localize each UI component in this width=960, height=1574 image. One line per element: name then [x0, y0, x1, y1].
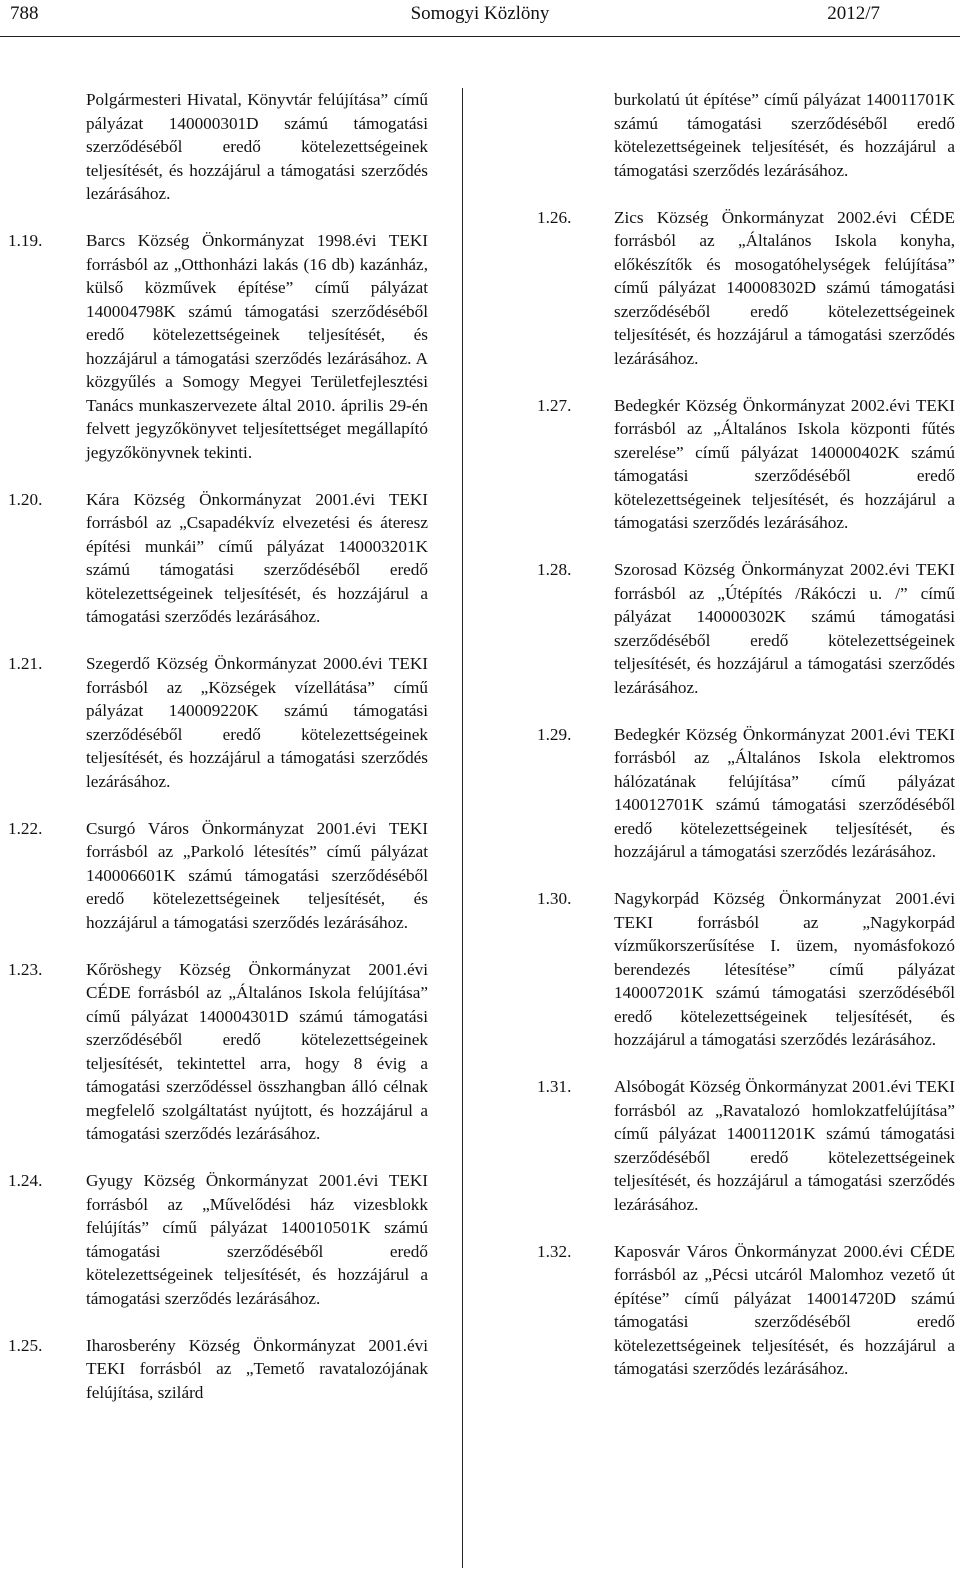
list-item: [537, 1240, 955, 1381]
issue-number: 2012/7: [827, 3, 880, 24]
item-text: Szegerdő Község Önkormányzat 2000.évi TEKI forrásból az „Községek vízellátása” című pályázat 140009220K számú támogatási szerződéséből eredő kötelezettségeinek teljesítését, és hozzájárul a támogatási szerződés lezárásához.: [86, 654, 428, 791]
item-number: 1.31.: [537, 1077, 572, 1096]
item-text: Barcs Község Önkormányzat 1998.évi TEKI forrásból az „Otthonházi lakás (16 db) kazánház, külső közművek építése” című pályázat 140004798K számú támogatási szerződéséből eredő kötelezettségeinek teljesítését, és hozzájárul a támogatási szerződés lezárásához. A közgyűlés a Somogy Megyei Területfejlesztési Tanács munkaszervezete által 2010. április 29-én felvett jegyzőkönyvet teljesítettséget megállapító jegyzőkönyvnek tekinti.: [86, 231, 428, 462]
item-text: Kaposvár Város Önkormányzat 2000.évi CÉDE forrásból az „Pécsi utcáról Malomhoz vezető út építése” című pályázat 140014720D számú támogatási szerződéséből eredő kötelezettségeinek teljesítését, és hozzájárul a támogatási szerződés lezárásához.: [614, 1241, 955, 1378]
item-text: Szorosad Község Önkormányzat 2002.évi TEKI forrásból az „Útépítés /Rákóczi u. /” című pályázat 140000302K számú támogatási szerződéséből eredő kötelezettségeinek teljesítését, és hozzájárul a támogatási szerződés lezárásához.: [614, 560, 955, 697]
item-text: Iharosberény Község Önkormányzat 2001.évi TEKI forrásból az „Temető ravatalozójának felújítása, szilárd: [86, 1335, 428, 1402]
item-text: Nagykorpád Község Önkormányzat 2001.évi TEKI forrásból az „Nagykorpád vízműkorszerűsítése I. üzem, nyomásfokozó berendezés létesítése” című pályázat 140007201K számú támogatási szerződéséből eredő kötelezettségeinek teljesítését, és hozzájárul a támogatási szerződés lezárásához.: [614, 889, 955, 1049]
list-item: [537, 394, 955, 535]
item-text: Gyugy Község Önkormányzat 2001.évi TEKI forrásból az „Művelődési ház vizesblokk felújítás” című pályázat 140010501K számú támogatási szerződéséből eredő kötelezettségeinek teljesítését, és hozzájárul a támogatási szerződés lezárásához.: [86, 1171, 428, 1308]
item-text: Bedegkér Község Önkormányzat 2002.évi TEKI forrásból az „Általános Iskola központi fűtés szerelése” című pályázat 140000402K számú támogatási szerződéséből eredő kötelezettségeinek teljesítését, és hozzájárul a támogatási szerződés lezárásához.: [614, 395, 955, 532]
item-number: 1.27.: [537, 395, 572, 415]
item-number: 1.25.: [8, 1335, 43, 1355]
left-column: [8, 88, 428, 1404]
item-number: 1.30.: [537, 889, 572, 908]
item-number: 1.26.: [537, 207, 572, 227]
item-text: Zics Község Önkormányzat 2002.évi CÉDE forrásból az „Általános Iskola konyha, előkészítők és mosogatóhelységek felújítása” című pályázat 140008302D számú támogatási szerződéséből eredő kötelezettségeinek teljesítését, és hozzájárul a támogatási szerződés lezárásához.: [614, 207, 955, 368]
list-item: [8, 229, 428, 464]
list-item: [537, 887, 955, 1052]
item-text: Bedegkér Község Önkormányzat 2001.évi TEKI forrásból az „Általános Iskola elektromos hálózatának felújítása” című pályázat 140012701K számú támogatási szerződéséből eredő kötelezettségeinek teljesítését, és hozzájárul a támogatási szerződés lezárásához.: [614, 724, 955, 861]
item-text: Csurgó Város Önkormányzat 2001.évi TEKI forrásból az „Parkoló létesítés” című pályázat 140006601K számú támogatási szerződéséből eredő kötelezettségeinek teljesítését, és hozzájárul a támogatási szerződés lezárásához.: [86, 818, 428, 932]
item-text: Alsóbogát Község Önkormányzat 2001.évi TEKI forrásból az „Ravatalozó homlokzatfelújítása” című pályázat 140011201K számú támogatási szerződéséből eredő kötelezettségeinek teljesítését, és hozzájárul a támogatási szerződés lezárásához.: [614, 1077, 955, 1214]
list-item: [8, 652, 428, 793]
right-column: [537, 88, 955, 1381]
item-number: 1.20.: [8, 489, 43, 509]
item-number: 1.32.: [537, 1241, 572, 1261]
list-item: [8, 1334, 428, 1405]
header-rule: [0, 36, 960, 37]
item-number: 1.21.: [8, 654, 43, 673]
continuation-paragraph: Polgármesteri Hivatal, Könyvtár felújítása” című pályázat 140000301D számú támogatási szerződéséből eredő kötelezettségeinek teljesítését, és hozzájárul a támogatási szerződés lezárásához.: [86, 90, 428, 203]
list-item: [8, 958, 428, 1146]
list-item: [8, 1169, 428, 1310]
item-number: 1.19.: [8, 231, 43, 250]
list-item: [537, 1075, 955, 1216]
page-header: [0, 0, 960, 34]
list-item: [537, 723, 955, 864]
list-item: [8, 488, 428, 629]
page-number: 788: [10, 3, 39, 24]
list-item: [8, 817, 428, 935]
item-text: Kőröshegy Község Önkormányzat 2001.évi CÉDE forrásból az „Általános Iskola felújítása” című pályázat 140004301D számú támogatási szerződéséből eredő kötelezettségeinek teljesítését, tekintettel arra, hogy 8 évig a támogatási szerződéssel összhangban álló célnak megfelelő szolgáltatást nyújtott, és hozzájárul a támogatási szerződés lezárásához.: [86, 959, 428, 1143]
item-number: 1.28.: [537, 560, 572, 579]
publication-title: Somogyi Közlöny: [410, 3, 550, 24]
list-item: [537, 558, 955, 699]
column-divider: [462, 88, 463, 1568]
item-number: 1.22.: [8, 818, 43, 838]
item-number: 1.24.: [8, 1171, 43, 1190]
list-item: [537, 206, 955, 371]
item-number: 1.29.: [537, 724, 572, 744]
continuation-paragraph: burkolatú út építése” című pályázat 140011701K számú támogatási szerződéséből eredő kötelezettségeinek teljesítését, és hozzájárul a támogatási szerződés lezárásához.: [614, 90, 955, 180]
item-text: Kára Község Önkormányzat 2001.évi TEKI forrásból az „Csapadékvíz elvezetési és áteresz építési munkái” című pályázat 140003201K számú támogatási szerződéséből eredő kötelezettségeinek teljesítését, és hozzájárul a támogatási szerződés lezárásához.: [86, 489, 428, 626]
item-number: 1.23.: [8, 959, 43, 979]
